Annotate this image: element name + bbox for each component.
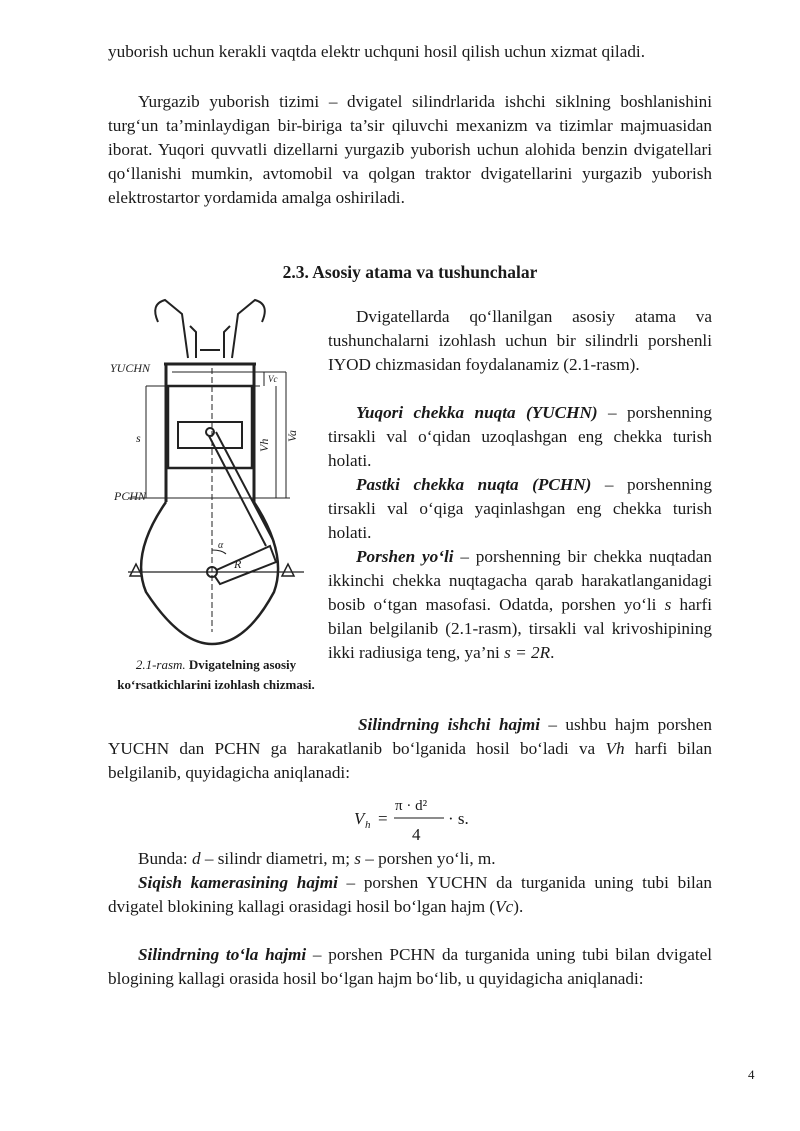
definition-text: – porshen YUCHN da turganida uning tubi bilan dvigatel blokining kallagi orasidagi hosil bo‘lgan hajm ( (108, 873, 712, 916)
page-number: 4 (748, 1067, 755, 1082)
definition-text: – porshenning tirsakli val o‘qiga yaqinlashgan eng chekka turish holati. (328, 475, 712, 542)
label-va: Va (285, 430, 299, 442)
engine-cylinder-diagram (110, 292, 322, 662)
definition-text: ). (513, 897, 524, 916)
exhaust-port-right (232, 300, 265, 358)
formula-lhs-sub: h (365, 819, 371, 831)
work-volume-paragraph (108, 713, 712, 785)
label-yuchn: YUCHN (110, 361, 151, 375)
full-volume-paragraph (108, 943, 712, 991)
definition-text: – porshen yo‘li, m. (360, 849, 496, 868)
symbol-vh: Vh (605, 739, 625, 758)
formula-numerator: π · d² (395, 798, 428, 814)
section-heading: 2.3. Asosiy atama va tushunchalar (282, 262, 538, 282)
symbol-s: s (354, 849, 361, 868)
label-vc: Vc (268, 374, 278, 384)
label-pchn: PCHN (114, 489, 147, 503)
definition-text: – porshen PCHN da turganida uning tubi bilan dvigatel blogining kallagi orasida hosil bo‘lgan hajm bo‘lib, u quyidagicha aniqlanadi: (108, 945, 713, 988)
equation-s-2r: s = 2R (504, 643, 551, 662)
symbol-d: d (191, 849, 201, 868)
label-s: s (136, 431, 141, 445)
intro-paragraph (328, 305, 712, 377)
compression-paragraph (108, 871, 712, 919)
figure-caption (112, 655, 320, 695)
paragraph-text: Yurgazib yuborish tizimi – dvigatel silindrlarida ishchi siklning boshlanishini turg‘un ta’minlaydigan bir-biriga ta’sir qiluvchi mexanizm va tizimlar majmuasidan iborat. Yuqori quvvatli dizellarni yurgazib yuborish uchun alohida benzin dvigatellari qo‘llanishi mumkin, avtomobil va qolgan traktor dvigatellarini yurgazib yuborish elektrostartor yordamida amalga oshiriladi. (108, 92, 712, 207)
term-full-volume: Silindrning to‘la hajmi (138, 945, 307, 964)
paragraph-continuation (108, 40, 712, 64)
definition-text: harfi bilan belgilanib, quyidagicha aniqlanadi: (108, 739, 712, 782)
definition-text: – silindr diametri, m; (200, 849, 355, 868)
paragraph-text: yuborish uchun kerakli vaqtda elektr uchquni hosil qilish uchun xizmat qiladi. (108, 42, 646, 61)
definition-text: – ushbu hajm porshen YUCHN dan PCHN ga harakatlanib bo‘lganida hosil bo‘ladi va (108, 715, 712, 758)
work-volume-formula (350, 788, 490, 848)
symbol-vc: Vc (495, 897, 514, 916)
formula-denominator: 4 (412, 825, 421, 844)
term-yuchn: Yuqori chekka nuqta (YUCHN) (356, 403, 598, 422)
stroke-definition (328, 545, 712, 665)
label-r: R (234, 557, 242, 571)
label-vh: Vh (257, 438, 271, 452)
definition-text: harfi bilan belgilanib (2.1-rasm), tirsakli val krivoshipining ikki radiusiga teng, ya’ni (328, 595, 713, 662)
label-alpha: α (218, 540, 224, 551)
pchn-definition (328, 473, 712, 545)
definition-text: – porshenning tirsakli val o‘qidan uzoqlashgan eng chekka turish holati. (328, 403, 712, 470)
formula-equals: = (378, 809, 388, 828)
paragraph-text: Dvigatellarda qo‘llanilgan asosiy atama va tushunchalarni izohlash uchun bir silindrli porshenli IYOD chizmasidan foydalanamiz (2.1-rasm). (328, 307, 712, 374)
formula-lhs: V (354, 809, 365, 828)
where-paragraph (108, 847, 712, 871)
valve-stems (190, 326, 230, 358)
where-label: Bunda: (138, 849, 192, 868)
term-stroke: Porshen yo‘li (356, 547, 454, 566)
yuchn-definition (328, 401, 712, 473)
term-work-volume: Silindrning ishchi hajmi (358, 715, 541, 734)
term-compression: Siqish kamerasining hajmi (138, 873, 338, 892)
piston-pin (206, 428, 214, 436)
formula-tail: · s. (448, 809, 469, 828)
paragraph-start-system (108, 90, 712, 210)
definition-text: – porshenning bir chekka nuqtadan ikkinchi chekka nuqtagacha qarab harakatlanganidagi bosib o‘tgan masofasi. Odatda, porshen yo‘li (328, 547, 713, 614)
intake-port-left (155, 300, 188, 358)
definition-text: . (550, 643, 555, 662)
symbol-s: s (664, 595, 672, 614)
caption-number: 2.1-rasm. (135, 657, 186, 672)
caption-text: Dvigatelning asosiy ko‘rsatkichlarini izohlash chizmasi. (117, 657, 315, 692)
term-pchn: Pastki chekka nuqta (PCHN) (356, 475, 592, 494)
